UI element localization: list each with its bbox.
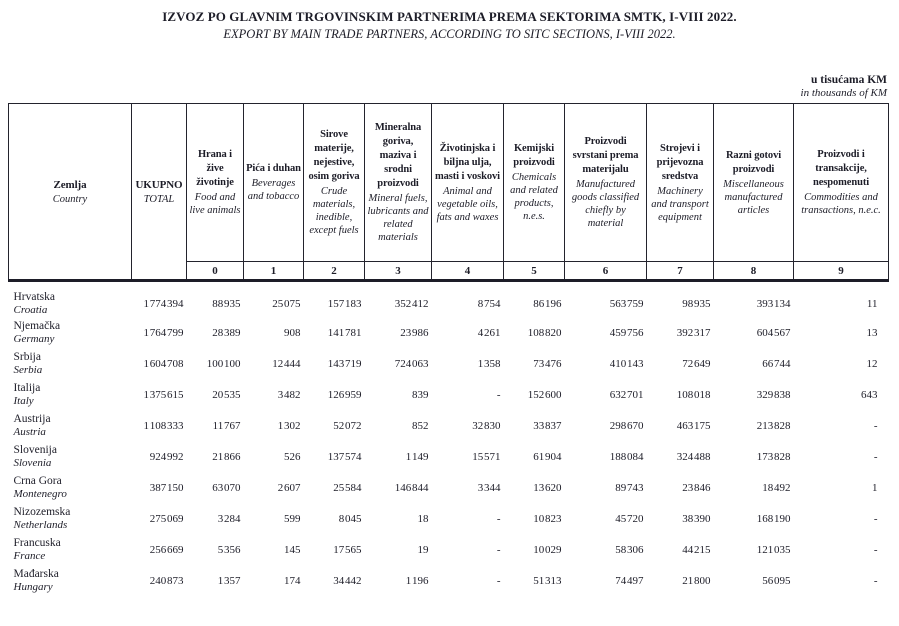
value-cell-sitc-9: 11	[866, 297, 878, 310]
value-cell-sitc-4: 8 754	[477, 297, 501, 310]
column-title-bosnian: Pića i duhan	[246, 163, 301, 174]
value-cell-sitc-1: 599	[284, 512, 301, 525]
column-header-sitc-6	[565, 104, 647, 262]
value-cell-sitc-6: 410 143	[609, 357, 644, 370]
value-cell-sitc-3: 1 149	[405, 450, 429, 463]
value-cell-sitc-8: 56 095	[762, 574, 791, 587]
value-cell-sitc-3: 839	[412, 388, 429, 401]
value-cell-sitc-3: 18	[417, 512, 429, 525]
column-title-english: Animal and vegetable oils, fats and waxes	[436, 185, 499, 223]
sitc-code-cell: 2	[304, 262, 365, 281]
column-title-english: Commodities and transactions, n.e.c.	[801, 192, 881, 216]
country-name-bosnian: Francuska	[13, 537, 61, 549]
value-cell-sitc-7: 21 800	[682, 574, 711, 587]
value-cell-sitc-1: 1 302	[277, 419, 301, 432]
total-header-bosnian: UKUPNO	[135, 178, 183, 191]
export-statistics-table	[8, 103, 889, 596]
value-cell-sitc-3: 19	[417, 543, 429, 556]
value-cell-sitc-3: 352 412	[394, 297, 429, 310]
table-row	[9, 472, 889, 503]
country-name-english: Slovenia	[13, 457, 52, 469]
value-cell-sitc-9: 12	[866, 357, 878, 370]
country-name-english: Croatia	[13, 304, 48, 316]
sitc-code-cell: 7	[647, 262, 714, 281]
value-cell-sitc-2: 25 584	[333, 481, 362, 494]
value-cell-sitc-4: 32 830	[472, 419, 501, 432]
total-value-cell: 1 375 615	[143, 388, 184, 401]
sitc-code-cell: 4	[432, 262, 504, 281]
column-title-english: Beverages and tobacco	[247, 178, 300, 202]
value-cell-sitc-4: 15 571	[472, 450, 501, 463]
country-name-bosnian: Njemačka	[13, 320, 61, 332]
value-cell-sitc-7: 392 317	[676, 326, 711, 339]
value-cell-sitc-1: 2 607	[277, 481, 301, 494]
table-row	[9, 503, 889, 534]
country-cell	[9, 348, 132, 379]
value-cell-sitc-4: 4 261	[477, 326, 501, 339]
report-title-bosnian: IZVOZ PO GLAVNIM TRGOVINSKIM PARTNERIMA PREMA SEKTORIMA SMTK, I-VIII 2022.	[162, 9, 737, 24]
value-cell-sitc-7: 98 935	[682, 297, 711, 310]
value-cell-sitc-8: 213 828	[756, 419, 791, 432]
total-value-cell: 1 764 799	[143, 326, 184, 339]
value-cell-sitc-8: 121 035	[756, 543, 791, 556]
value-cell-sitc-7: 463 175	[676, 419, 711, 432]
value-cell-sitc-8: 66 744	[762, 357, 791, 370]
column-header-sitc-4	[432, 104, 504, 262]
value-cell-sitc-9: 13	[866, 326, 878, 339]
value-cell-sitc-6: 459 756	[609, 326, 644, 339]
value-cell-sitc-2: 137 574	[327, 450, 362, 463]
country-cell	[9, 565, 132, 596]
value-cell-sitc-5: 61 904	[533, 450, 562, 463]
value-cell-sitc-1: 3 482	[277, 388, 301, 401]
country-name-bosnian: Slovenija	[13, 444, 57, 456]
country-name-bosnian: Srbija	[13, 351, 41, 363]
country-name-english: Serbia	[13, 364, 43, 376]
table-row	[9, 379, 889, 410]
value-cell-sitc-1: 12 444	[272, 357, 301, 370]
column-header-sitc-9	[794, 104, 889, 262]
country-name-bosnian: Austrija	[13, 413, 51, 425]
value-cell-sitc-9: -	[873, 419, 878, 432]
value-cell-sitc-3: 724 063	[394, 357, 429, 370]
table-row	[9, 565, 889, 596]
value-cell-sitc-5: 86 196	[533, 297, 562, 310]
value-cell-sitc-7: 38 390	[682, 512, 711, 525]
value-cell-sitc-8: 173 828	[756, 450, 791, 463]
table-row	[9, 348, 889, 379]
value-cell-sitc-4: -	[496, 574, 501, 587]
sitc-code-cell: 8	[714, 262, 794, 281]
table-row	[9, 281, 889, 318]
column-title-english: Mineral fuels, lubricants and related materials	[367, 193, 429, 243]
value-cell-sitc-4: 3 344	[477, 481, 501, 494]
country-name-bosnian: Crna Gora	[13, 475, 62, 487]
table-row	[9, 317, 889, 348]
value-cell-sitc-0: 11 767	[212, 419, 241, 432]
value-cell-sitc-8: 168 190	[756, 512, 791, 525]
value-cell-sitc-9: 1	[872, 481, 878, 494]
value-cell-sitc-6: 45 720	[615, 512, 644, 525]
sitc-code-cell: 1	[244, 262, 304, 281]
value-cell-sitc-4: 1 358	[477, 357, 501, 370]
value-cell-sitc-8: 329 838	[756, 388, 791, 401]
value-cell-sitc-0: 100 100	[206, 357, 241, 370]
unit-note-bosnian: u tisućama KM	[810, 74, 887, 86]
column-header-sitc-7	[647, 104, 714, 262]
value-cell-sitc-1: 908	[284, 326, 301, 339]
value-cell-sitc-3: 146 844	[394, 481, 429, 494]
sitc-code-cell: 3	[365, 262, 432, 281]
country-name-bosnian: Mađarska	[13, 568, 59, 580]
column-header-country	[9, 104, 132, 281]
country-cell	[9, 379, 132, 410]
total-value-cell: 1 108 333	[143, 419, 184, 432]
value-cell-sitc-8: 393 134	[756, 297, 791, 310]
value-cell-sitc-6: 74 497	[615, 574, 644, 587]
value-cell-sitc-4: -	[496, 512, 501, 525]
column-header-sitc-2	[304, 104, 365, 262]
column-header-sitc-0	[187, 104, 244, 262]
country-name-english: France	[13, 550, 46, 562]
total-value-cell: 924 992	[149, 450, 184, 463]
value-cell-sitc-4: -	[496, 388, 501, 401]
total-value-cell: 387 150	[149, 481, 184, 494]
column-title-bosnian: Proizvodi i transakcije, nespomenuti	[812, 149, 870, 188]
value-cell-sitc-8: 604 567	[756, 326, 791, 339]
value-cell-sitc-6: 298 670	[609, 419, 644, 432]
value-cell-sitc-5: 10 029	[533, 543, 562, 556]
country-name-english: Italy	[13, 395, 34, 407]
sitc-code-cell: 9	[794, 262, 889, 281]
value-cell-sitc-5: 51 313	[533, 574, 562, 587]
value-cell-sitc-0: 63 070	[212, 481, 241, 494]
sitc-code-cell: 0	[187, 262, 244, 281]
table-row	[9, 534, 889, 565]
value-cell-sitc-2: 17 565	[333, 543, 362, 556]
value-cell-sitc-2: 8 045	[338, 512, 362, 525]
value-cell-sitc-1: 526	[284, 450, 301, 463]
table-body	[9, 281, 889, 597]
value-cell-sitc-9: -	[873, 574, 878, 587]
total-value-cell: 240 873	[149, 574, 184, 587]
report-title-english: EXPORT BY MAIN TRADE PARTNERS, ACCORDING TO SITC SECTIONS, I-VIII 2022.	[223, 27, 676, 41]
value-cell-sitc-9: 643	[861, 388, 878, 401]
column-header-sitc-8	[714, 104, 794, 262]
value-cell-sitc-5: 13 620	[533, 481, 562, 494]
country-cell	[9, 441, 132, 472]
value-cell-sitc-1: 174	[284, 574, 301, 587]
value-cell-sitc-7: 324 488	[676, 450, 711, 463]
value-cell-sitc-3: 1 196	[405, 574, 429, 587]
column-title-english: Chemicals and related products, n.e.s.	[510, 172, 558, 222]
country-name-english: Montenegro	[13, 488, 67, 500]
country-name-bosnian: Italija	[13, 382, 41, 394]
column-title-bosnian: Proizvodi svrstani prema materijalu	[572, 136, 639, 175]
value-cell-sitc-4: -	[496, 543, 501, 556]
value-cell-sitc-2: 143 719	[327, 357, 362, 370]
country-cell	[9, 534, 132, 565]
country-name-english: Hungary	[13, 581, 53, 593]
value-cell-sitc-0: 88 935	[212, 297, 241, 310]
country-cell	[9, 410, 132, 441]
country-header-english: Country	[52, 193, 88, 205]
country-name-bosnian: Nizozemska	[13, 506, 71, 518]
country-cell	[9, 317, 132, 348]
value-cell-sitc-2: 34 442	[333, 574, 362, 587]
value-cell-sitc-2: 157 183	[327, 297, 362, 310]
value-cell-sitc-7: 44 215	[682, 543, 711, 556]
country-name-english: Germany	[13, 333, 55, 345]
value-cell-sitc-7: 108 018	[676, 388, 711, 401]
report-title-block	[0, 9, 899, 42]
column-title-english: Crude materials, inedible, except fuels	[309, 186, 359, 236]
country-name-english: Austria	[13, 426, 46, 438]
value-cell-sitc-6: 563 759	[609, 297, 644, 310]
value-cell-sitc-3: 23 986	[400, 326, 429, 339]
value-cell-sitc-9: -	[873, 543, 878, 556]
unit-note-english: in thousands of KM	[800, 87, 887, 99]
value-cell-sitc-0: 28 389	[212, 326, 241, 339]
country-header-bosnian: Zemlja	[53, 178, 87, 191]
value-cell-sitc-7: 72 649	[682, 357, 711, 370]
value-cell-sitc-5: 33 837	[533, 419, 562, 432]
value-cell-sitc-6: 632 701	[609, 388, 644, 401]
value-cell-sitc-6: 188 084	[609, 450, 644, 463]
column-header-sitc-5	[504, 104, 565, 262]
sitc-code-cell: 6	[565, 262, 647, 281]
value-cell-sitc-9: -	[873, 450, 878, 463]
value-cell-sitc-6: 58 306	[615, 543, 644, 556]
country-cell	[9, 472, 132, 503]
country-cell	[9, 503, 132, 534]
value-cell-sitc-8: 18 492	[762, 481, 791, 494]
total-value-cell: 1 604 708	[143, 357, 184, 370]
column-title-bosnian: Mineralna goriva, maziva i srodni proizvodi	[374, 122, 422, 189]
column-title-bosnian: Životinjska i biljna ulja, masti i voskovi	[434, 142, 500, 182]
column-title-english: Machinery and transport equipment	[651, 185, 709, 223]
value-cell-sitc-0: 1 357	[217, 574, 241, 587]
column-header-total	[132, 104, 187, 281]
country-cell	[9, 281, 132, 318]
header-title-row	[9, 104, 889, 262]
column-title-english: Food and live animals	[189, 192, 241, 216]
sitc-code-cell: 5	[504, 262, 565, 281]
table-row	[9, 410, 889, 441]
value-cell-sitc-2: 52 072	[333, 419, 362, 432]
value-cell-sitc-1: 25 075	[272, 297, 301, 310]
value-cell-sitc-9: -	[873, 512, 878, 525]
column-title-bosnian: Sirove materije, nejestive, osim goriva	[308, 129, 360, 182]
value-cell-sitc-6: 89 743	[615, 481, 644, 494]
value-cell-sitc-0: 5 356	[217, 543, 241, 556]
value-cell-sitc-5: 108 820	[527, 326, 562, 339]
column-title-english: Manufactured goods classified chiefly by material	[571, 179, 640, 229]
country-name-english: Netherlands	[13, 519, 68, 531]
total-value-cell: 275 069	[149, 512, 184, 525]
value-cell-sitc-7: 23 846	[682, 481, 711, 494]
value-cell-sitc-1: 145	[284, 543, 301, 556]
unit-note	[0, 74, 887, 100]
value-cell-sitc-2: 141 781	[327, 326, 362, 339]
column-title-bosnian: Razni gotovi proizvodi	[725, 149, 782, 175]
column-title-bosnian: Hrana i žive životinje	[196, 149, 234, 188]
column-title-english: Miscellaneous manufactured articles	[723, 178, 784, 216]
table-row	[9, 441, 889, 472]
column-header-sitc-3	[365, 104, 432, 262]
value-cell-sitc-0: 20 535	[212, 388, 241, 401]
table-header	[9, 104, 889, 281]
value-cell-sitc-0: 3 284	[217, 512, 241, 525]
total-value-cell: 1 774 394	[143, 297, 184, 310]
column-title-bosnian: Strojevi i prijevozna sredstva	[656, 142, 704, 182]
column-header-sitc-1	[244, 104, 304, 262]
column-title-bosnian: Kemijski proizvodi	[513, 143, 555, 168]
value-cell-sitc-5: 10 823	[533, 512, 562, 525]
total-value-cell: 256 669	[149, 543, 184, 556]
value-cell-sitc-0: 21 866	[212, 450, 241, 463]
country-name-bosnian: Hrvatska	[13, 291, 56, 303]
value-cell-sitc-5: 73 476	[533, 357, 562, 370]
total-header-english: TOTAL	[143, 193, 175, 205]
value-cell-sitc-5: 152 600	[527, 388, 562, 401]
value-cell-sitc-2: 126 959	[327, 388, 362, 401]
value-cell-sitc-3: 852	[412, 419, 429, 432]
